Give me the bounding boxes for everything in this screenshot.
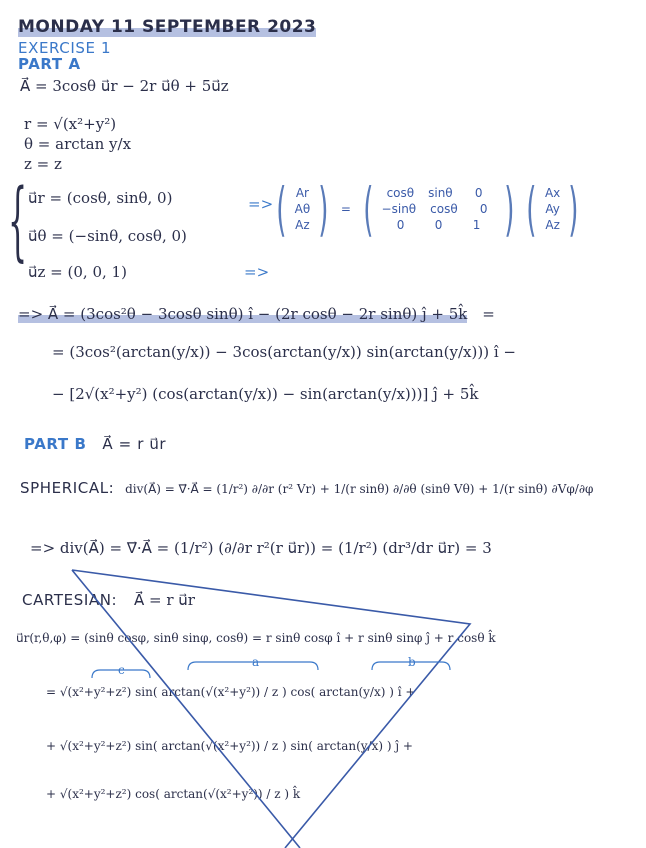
matrix-cell: 0 [474, 186, 483, 200]
vector-a-definition: A⃗ = 3cosθ u⃗r − 2r u⃗θ + 5u⃗z [20, 77, 229, 95]
brace-label-b: b [408, 655, 416, 669]
lhs-az: Az [295, 218, 310, 232]
lhs-atheta: Aθ [294, 202, 311, 216]
paren-left: ( [276, 175, 287, 243]
brace-mark-a [188, 662, 318, 670]
implies-arrow-2: => [244, 263, 270, 281]
part-b-vector: A⃗ = r u⃗r [102, 435, 167, 453]
part-b-label: PART B [24, 435, 87, 453]
matrix-cell: −sinθ [381, 202, 417, 216]
rhs-ay: Ay [545, 202, 560, 216]
paren-left: ( [363, 175, 374, 243]
implies-arrow-1: => [248, 195, 274, 213]
matrix-equals: = [340, 202, 351, 216]
result-equals: = [482, 305, 495, 323]
triangle-scribble [72, 570, 470, 848]
unit-vector-z: u⃗z = (0, 0, 1) [28, 263, 127, 281]
lhs-ar: Ar [295, 186, 309, 200]
system-brace: { [8, 171, 28, 271]
matrix-cell: 0 [479, 202, 488, 216]
part-a-heading: PART A [18, 55, 81, 73]
theta-definition: θ = arctan y/x [24, 135, 132, 153]
matrix-cell: cosθ [386, 186, 415, 200]
divergence-result: => div(A⃗) = ∇⃗·A⃗ = (1/r²) (∂/∂r r²(r u⃗r)) = (1/r²) (dr³/dr u⃗r) = 3 [30, 539, 492, 557]
unit-vector-r-spherical: u⃗r(r,θ,φ) = (sinθ cosφ, sinθ sinφ, cosθ) = r sinθ cosφ î + r sinθ sinφ ĵ + r cosθ k̂ [16, 631, 496, 645]
matrix-cell: 0 [434, 218, 443, 232]
cartesian-vector: A⃗ = r u⃗r [133, 591, 195, 609]
rhs-az: Az [545, 218, 560, 232]
cartesian-label: CARTESIAN: [22, 591, 118, 609]
brace-label-c: c [118, 663, 125, 677]
paren-right: ) [503, 175, 515, 243]
cartesian-line-3: + √(x²+y²+z²) cos( arctan(√(x²+y²)) / z ) k̂ [46, 787, 301, 801]
paren-left: ( [526, 175, 537, 243]
expanded-line-2: − [2√(x²+y²) (cos(arctan(y/x)) − sin(arctan(y/x)))] ĵ + 5k̂ [52, 385, 479, 403]
rhs-ax: Ax [544, 186, 561, 200]
paren-right: ) [318, 175, 329, 243]
date-text: MONDAY 11 SEPTEMBER 2023 [18, 17, 317, 37]
z-definition: z = z [24, 155, 62, 173]
cartesian-line-2: + √(x²+y²+z²) sin( arctan(√(x²+y²)) / z ) sin( arctan(y/x) ) ĵ + [46, 739, 413, 753]
matrix-cell: 0 [396, 218, 405, 232]
expanded-line-1: = (3cos²(arctan(y/x)) − 3cos(arctan(y/x)) sin(arctan(y/x))) î − [52, 343, 516, 361]
exercise-heading: EXERCISE 1 [18, 39, 112, 57]
unit-vector-r: u⃗r = (cosθ, sinθ, 0) [28, 189, 173, 207]
brace-label-a: a [252, 655, 260, 669]
matrix-cell: 1 [472, 218, 481, 232]
result-text: => A⃗ = (3cos²θ − 3cosθ sinθ) î − (2r cosθ − 2r sinθ) ĵ + 5k̂ [18, 305, 468, 323]
matrix-cell: cosθ [430, 202, 458, 216]
spherical-label: SPHERICAL: [20, 479, 115, 497]
r-definition: r = √(x²+y²) [24, 115, 117, 133]
unit-vector-theta: u⃗θ = (−sinθ, cosθ, 0) [28, 227, 187, 245]
cartesian-line-1: = √(x²+y²+z²) sin( arctan(√(x²+y²)) / z ) cos( arctan(y/x) ) î + [46, 685, 416, 699]
matrix-cell: sinθ [428, 186, 453, 200]
brace-mark-c [92, 670, 150, 678]
paren-right: ) [568, 175, 579, 243]
spherical-formula: div(A⃗) = ∇⃗·A⃗ = (1/r²) ∂/∂r (r² Vr) + 1/(r sinθ) ∂/∂θ (sinθ Vθ) + 1/(r sinθ) ∂Vφ/∂φ [125, 482, 594, 496]
